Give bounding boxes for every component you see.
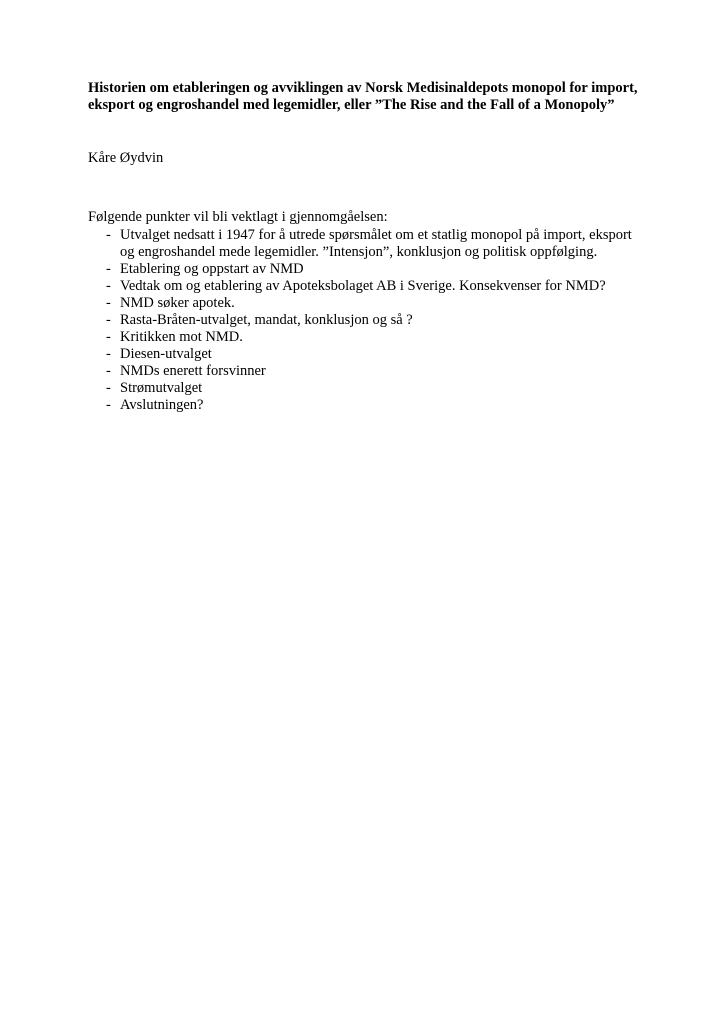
list-item-text: NMDs enerett forsvinner bbox=[120, 363, 266, 379]
dash-marker: - bbox=[106, 397, 111, 413]
dash-marker: - bbox=[106, 380, 111, 396]
list-item-text: Kritikken mot NMD. bbox=[120, 329, 243, 345]
dash-marker: - bbox=[106, 346, 111, 362]
list-item bbox=[88, 295, 648, 312]
list-item-text: Vedtak om og etablering av Apoteksbolaget AB i Sverige. Konsekvenser for NMD? bbox=[120, 278, 606, 294]
list-item bbox=[88, 329, 648, 346]
list-item bbox=[88, 227, 648, 261]
list-item bbox=[88, 346, 648, 363]
dash-marker: - bbox=[106, 329, 111, 345]
dash-marker: - bbox=[106, 363, 111, 379]
list-item bbox=[88, 363, 648, 380]
list-item bbox=[88, 261, 648, 278]
author-name: Kåre Øydvin bbox=[88, 150, 164, 166]
list-item bbox=[88, 380, 648, 397]
document-title: Historien om etableringen og avviklingen av Norsk Medisinaldepots monopol for import, eksport og engroshandel med legemidler, eller ”The Rise and the Fall of a Monopoly” bbox=[88, 80, 638, 113]
list-item-text: Etablering og oppstart av NMD bbox=[120, 261, 304, 277]
dash-marker: - bbox=[106, 227, 111, 243]
dash-marker: - bbox=[106, 312, 111, 328]
list-item-text: NMD søker apotek. bbox=[120, 295, 235, 311]
list-item bbox=[88, 312, 648, 329]
list-item bbox=[88, 278, 648, 295]
list-item-text: Strømutvalget bbox=[120, 380, 203, 396]
list-item-text: Avslutningen? bbox=[120, 397, 204, 413]
dash-marker: - bbox=[106, 295, 111, 311]
list-item bbox=[88, 397, 648, 414]
points-list bbox=[88, 227, 648, 414]
list-item-text: Rasta-Bråten-utvalget, mandat, konklusjon og så ? bbox=[120, 312, 413, 328]
list-item-text: Utvalget nedsatt i 1947 for å utrede spørsmålet om et statlig monopol på import, eksport og engroshandel mede legemidler. ”Intensjon”, konklusjon og politisk oppfølging. bbox=[120, 227, 632, 260]
intro-text: Følgende punkter vil bli vektlagt i gjennomgåelsen: bbox=[88, 209, 388, 225]
list-item-text: Diesen-utvalget bbox=[120, 346, 212, 362]
dash-marker: - bbox=[106, 261, 111, 277]
dash-marker: - bbox=[106, 278, 111, 294]
